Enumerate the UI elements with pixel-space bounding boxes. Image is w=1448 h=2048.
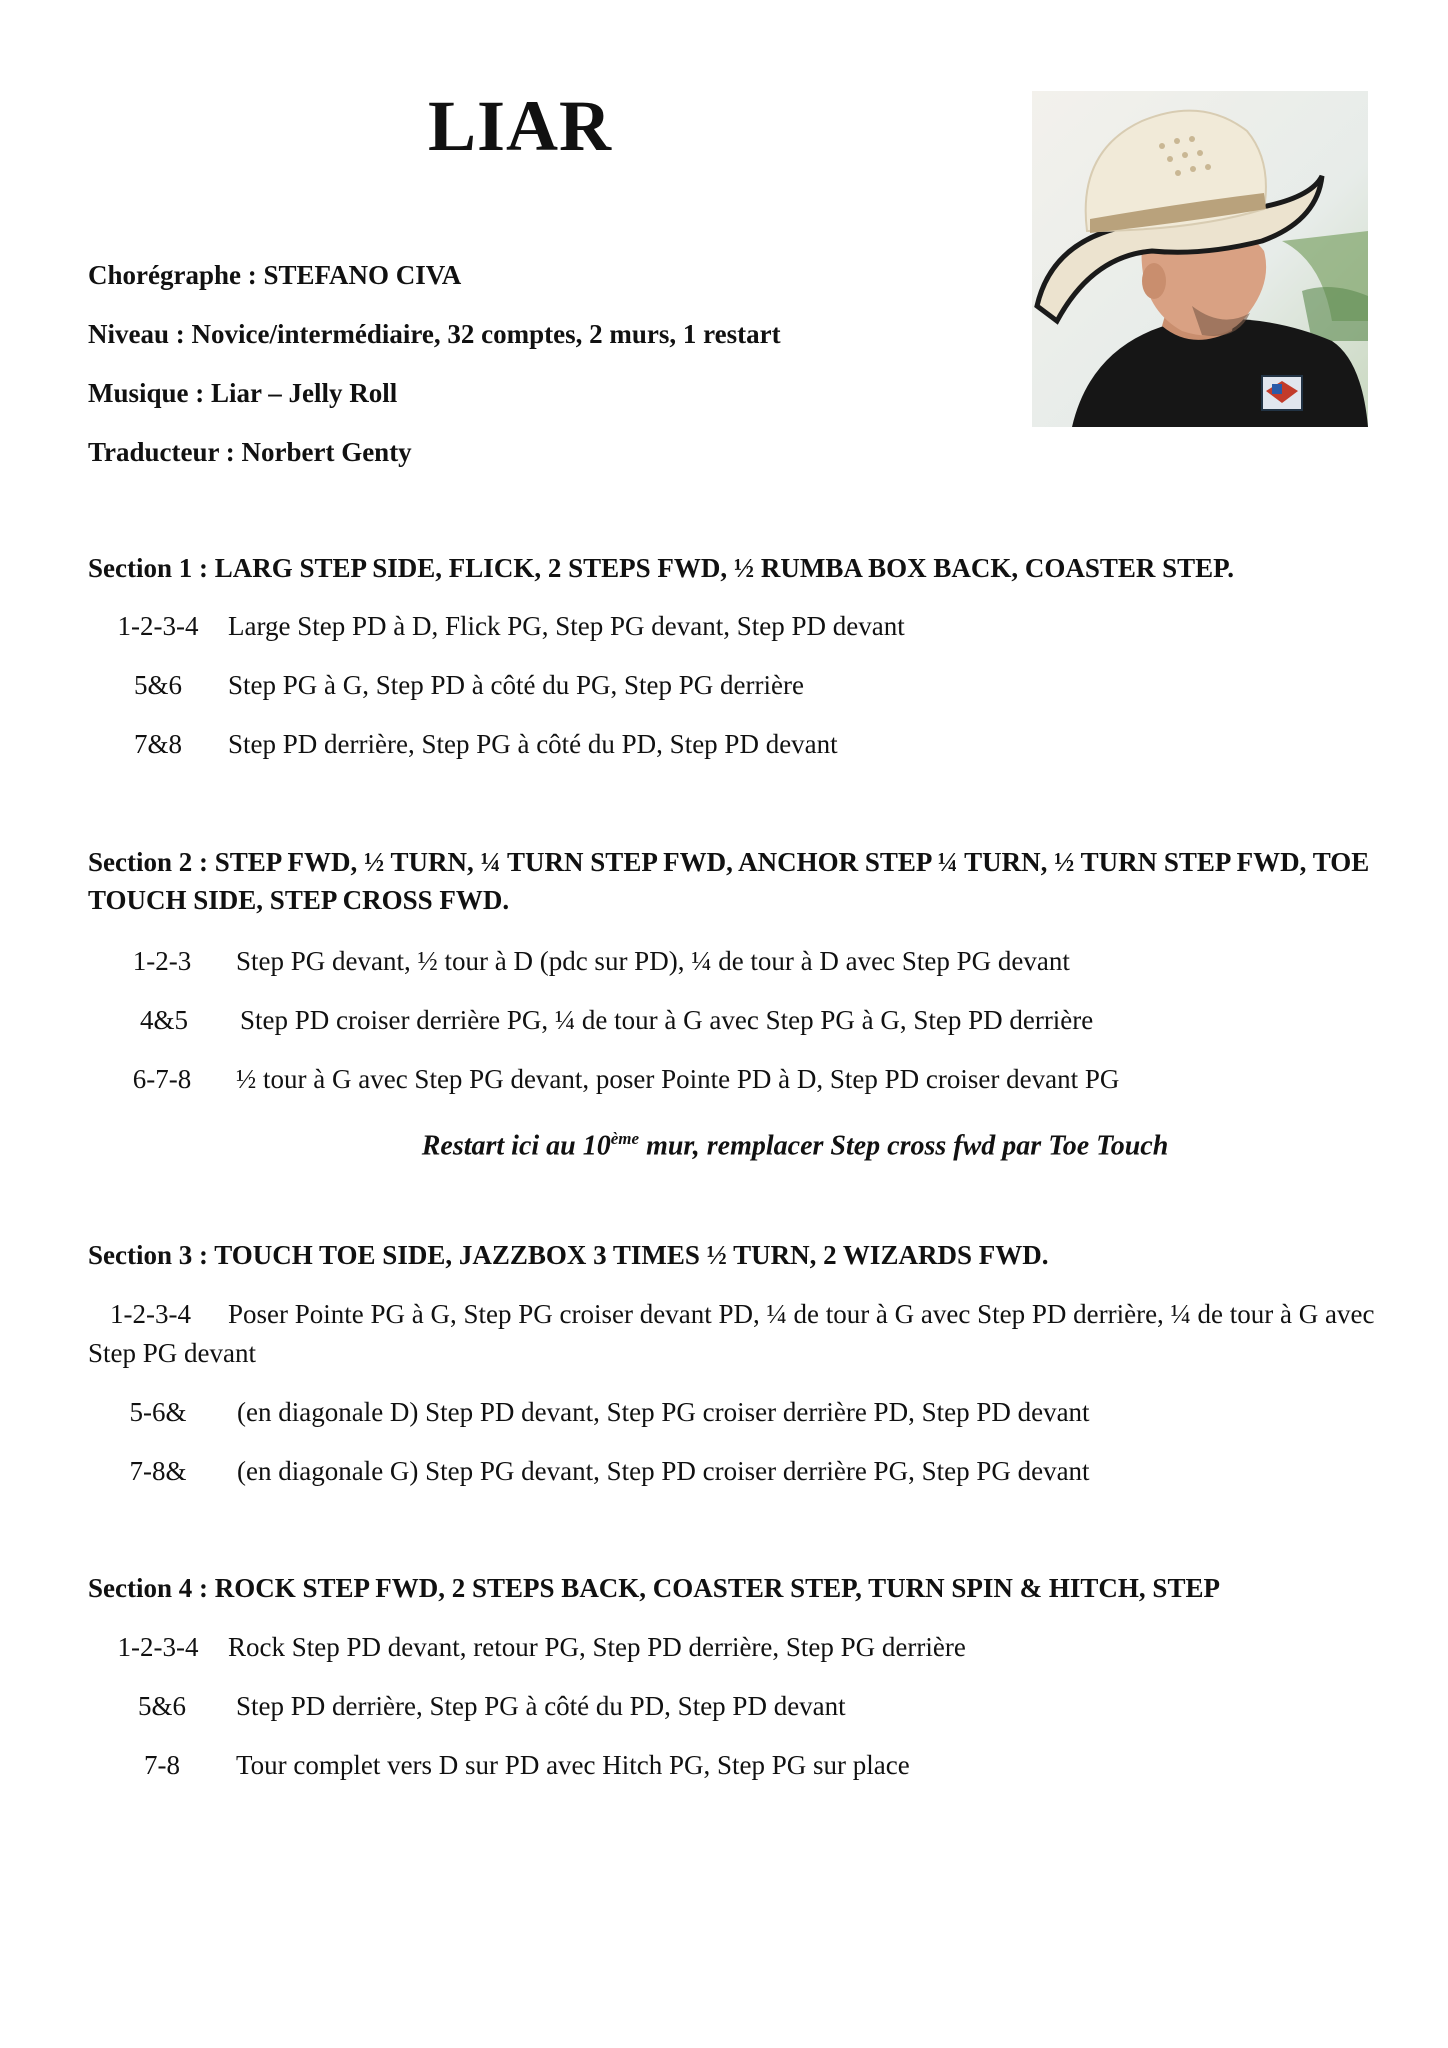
translator: Traducteur : Norbert Genty — [88, 437, 412, 467]
level: Niveau : Novice/intermédiaire, 32 comptes, 2 murs, 1 restart — [88, 319, 781, 349]
step-count: 7-8& — [129, 1456, 187, 1486]
step-row — [88, 1746, 1388, 1784]
section-2-title: Section 2 : STEP FWD, ½ TURN, ¼ TURN STEP FWD, ANCHOR STEP ¼ TURN, ½ TURN STEP FWD, TOE TOUCH SIDE, STEP CROSS FWD. — [88, 847, 1370, 915]
step-count: 4&5 — [139, 1005, 188, 1035]
step-count: 1-2-3-4 — [110, 1299, 191, 1329]
page-title: LIAR — [427, 86, 613, 166]
step-row — [88, 666, 1388, 704]
step-text: Poser Pointe PG à G, Step PG croiser devant PD, ¼ de tour à G avec Step PD derrière, ¼ de tour à G avec Step PG devant — [88, 1299, 1375, 1368]
step-count: 5-6& — [129, 1397, 187, 1427]
step-count: 7&8 — [133, 729, 182, 759]
step-text: (en diagonale D) Step PD devant, Step PG croiser derrière PD, Step PD devant — [237, 1397, 1090, 1427]
step-row — [88, 1295, 1378, 1373]
step-count: 5&6 — [133, 670, 182, 700]
step-text: ½ tour à G avec Step PG devant, poser Pointe PD à D, Step PD croiser devant PG — [236, 1064, 1120, 1094]
step-count: 1-2-3-4 — [117, 1632, 199, 1662]
step-text: Step PG à G, Step PD à côté du PG, Step PG derrière — [228, 670, 804, 700]
step-text: Step PD croiser derrière PG, ¼ de tour à G avec Step PG à G, Step PD derrière — [240, 1005, 1094, 1035]
dance-info — [88, 258, 781, 494]
step-row — [88, 1001, 1388, 1039]
step-count: 1-2-3 — [132, 946, 192, 976]
step-text: Rock Step PD devant, retour PG, Step PD derrière, Step PG derrière — [228, 1632, 966, 1662]
section-1-title: Section 1 : LARG STEP SIDE, FLICK, 2 STEPS FWD, ½ RUMBA BOX BACK, COASTER STEP. — [88, 553, 1234, 583]
step-row — [88, 1393, 1388, 1431]
step-count: 7-8 — [144, 1750, 180, 1780]
step-row — [88, 1628, 1388, 1666]
step-row — [88, 725, 1388, 763]
step-text: Step PD derrière, Step PG à côté du PD, Step PD devant — [228, 729, 838, 759]
step-text: (en diagonale G) Step PG devant, Step PD croiser derrière PG, Step PG devant — [237, 1456, 1090, 1486]
step-row — [88, 1687, 1388, 1725]
restart-note-end: mur, remplacer Step cross fwd par Toe Touch — [639, 1130, 1169, 1162]
music: Musique : Liar – Jelly Roll — [88, 378, 398, 408]
step-text: Step PD derrière, Step PG à côté du PD, Step PD devant — [236, 1691, 846, 1721]
step-text: Step PG devant, ½ tour à D (pdc sur PD), ¼ de tour à D avec Step PG devant — [236, 946, 1070, 976]
cowboy-hat-portrait-icon — [1032, 91, 1368, 427]
section-4-title: Section 4 : ROCK STEP FWD, 2 STEPS BACK, COASTER STEP, TURN SPIN & HITCH, STEP — [88, 1573, 1220, 1603]
restart-note — [0, 1120, 1448, 1165]
restart-note-ordinal: ème — [610, 1129, 640, 1148]
step-row — [88, 1060, 1388, 1098]
step-text: Tour complet vers D sur PD avec Hitch PG, Step PG sur place — [236, 1750, 910, 1780]
step-row — [88, 942, 1388, 980]
step-text: Large Step PD à D, Flick PG, Step PG devant, Step PD devant — [228, 611, 905, 641]
section-3-title: Section 3 : TOUCH TOE SIDE, JAZZBOX 3 TIMES ½ TURN, 2 WIZARDS FWD. — [88, 1240, 1049, 1270]
step-count: 1-2-3-4 — [117, 611, 199, 641]
step-row — [88, 1452, 1388, 1490]
step-count: 6-7-8 — [132, 1064, 192, 1094]
step-count: 5&6 — [137, 1691, 186, 1721]
choreographer: Chorégraphe : STEFANO CIVA — [88, 260, 462, 290]
step-row — [88, 607, 1388, 645]
restart-note-start: Restart ici au 10 — [421, 1130, 611, 1162]
